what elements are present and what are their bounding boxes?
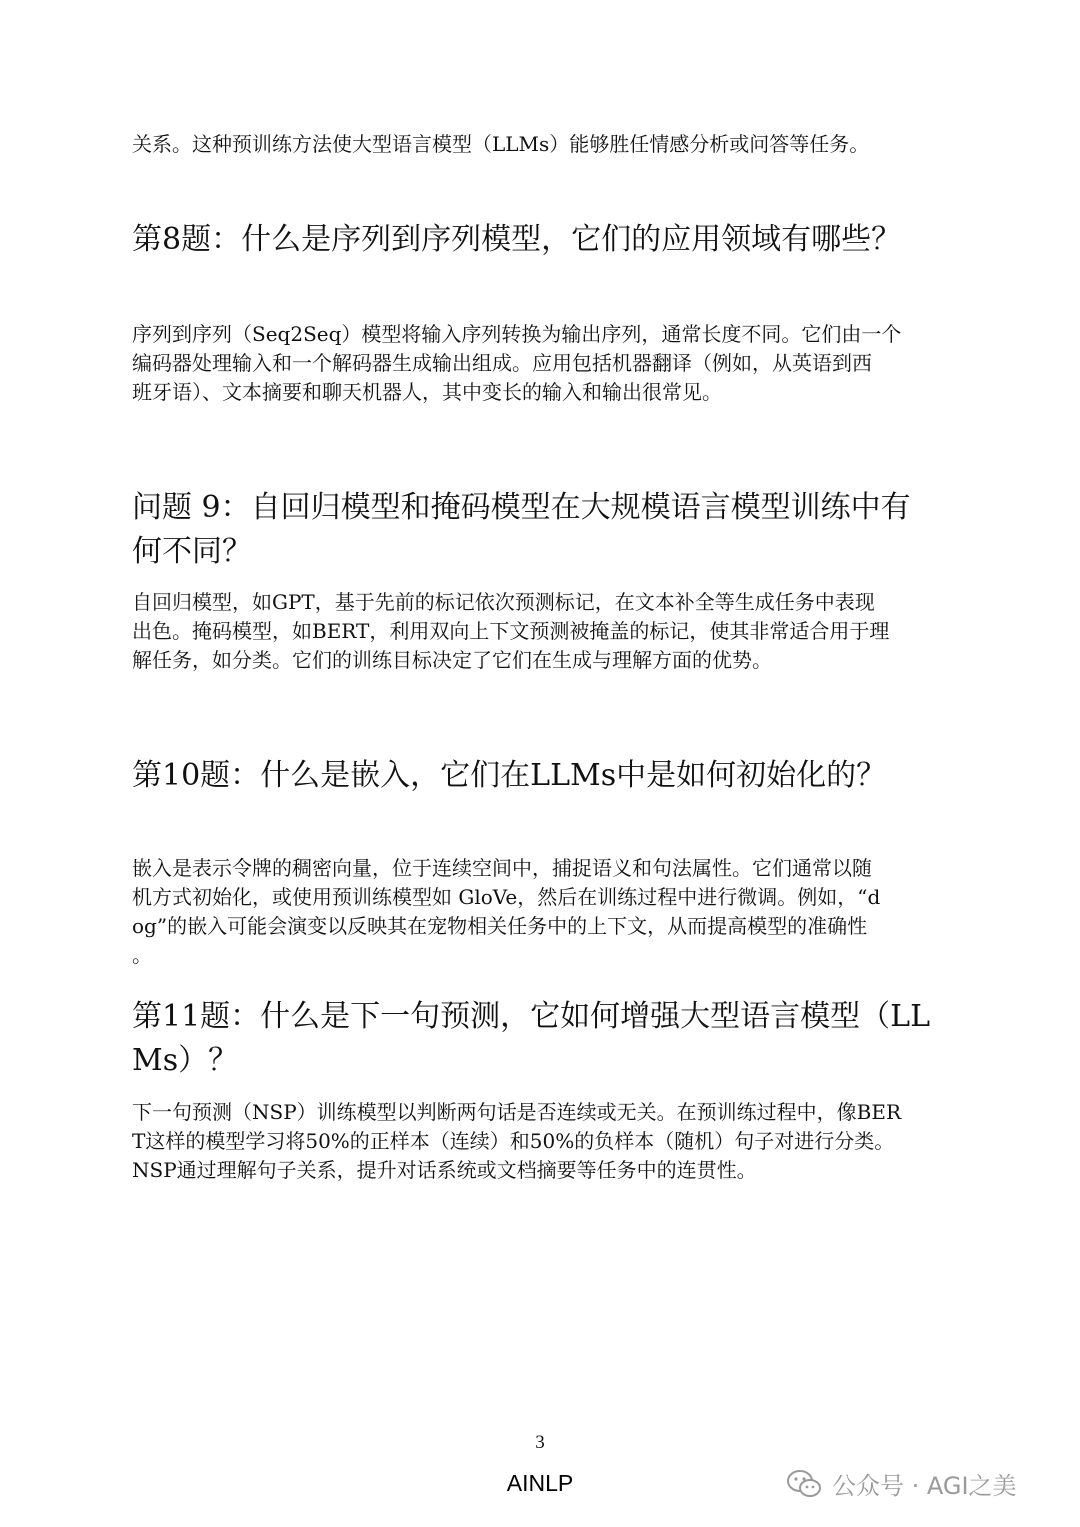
text-line: 序列到序列（Seq2Seq）模型将输入序列转换为输出序列，通常长度不同。它们由一个 (132, 322, 902, 346)
footer-brand: AINLP (506, 1470, 574, 1496)
title-line: 何不同？ (132, 534, 252, 569)
question-8-title (132, 218, 962, 262)
question-9-title (132, 486, 962, 574)
question-11-title (132, 995, 962, 1083)
intro-paragraph (132, 130, 952, 159)
text-line: og”的嵌入可能会演变以反映其在宠物相关任务中的上下文，从而提高模型的准确性 (132, 914, 868, 938)
text-line: NSP通过理解句子关系，提升对话系统或文档摘要等任务中的连贯性。 (132, 1158, 757, 1182)
text-line: 关系。这种预训练方法使大型语言模型（LLMs）能够胜任情感分析或问答等任务。 (132, 132, 870, 156)
wechat-icon (786, 1469, 822, 1499)
question-10-title (132, 754, 962, 798)
watermark-text: 公众号 · AGI之美 (832, 1472, 1017, 1500)
text-line: 嵌入是表示令牌的稠密向量，位于连续空间中，捕捉语义和句法属性。它们通常以随 (132, 856, 872, 880)
title-line: Ms）？ (132, 1043, 239, 1078)
text-line: 编码器处理输入和一个解码器生成输出组成。应用包括机器翻译（例如，从英语到西 (132, 351, 872, 375)
text-line: 出色。掩码模型，如BERT，利用双向上下文预测被掩盖的标记，使其非常适合用于理 (132, 619, 890, 643)
text-line: 机方式初始化，或使用预训练模型如 GloVe，然后在训练过程中进行微调。例如，“d (132, 885, 881, 909)
text-line: 。 (132, 943, 152, 967)
text-line: 班牙语）、文本摘要和聊天机器人，其中变长的输入和输出很常见。 (132, 380, 722, 404)
watermark (786, 1466, 1017, 1501)
text-line: 下一句预测（NSP）训练模型以判断两句话是否连续或无关。在预训练过程中，像BER (132, 1100, 902, 1124)
title-line: 第10题：什么是嵌入，它们在LLMs中是如何初始化的？ (132, 758, 887, 793)
question-10-answer (132, 854, 952, 970)
text-line: 自回归模型，如GPT，基于先前的标记依次预测标记，在文本补全等生成任务中表现 (132, 590, 875, 614)
question-8-answer (132, 320, 952, 407)
title-line: 第11题：什么是下一句预测，它如何增强大型语言模型（LL (132, 999, 931, 1034)
question-9-answer (132, 588, 952, 675)
title-line: 第8题：什么是序列到序列模型，它们的应用领域有哪些？ (132, 222, 902, 257)
page-number: 3 (535, 1432, 545, 1453)
text-line: T这样的模型学习将50%的正样本（连续）和50%的负样本（随机）句子对进行分类。 (132, 1129, 895, 1153)
question-11-answer (132, 1098, 952, 1185)
text-line: 解任务，如分类。它们的训练目标决定了它们在生成与理解方面的优势。 (132, 648, 772, 672)
title-line: 问题 9：自回归模型和掩码模型在大规模语言模型训练中有 (132, 490, 911, 525)
